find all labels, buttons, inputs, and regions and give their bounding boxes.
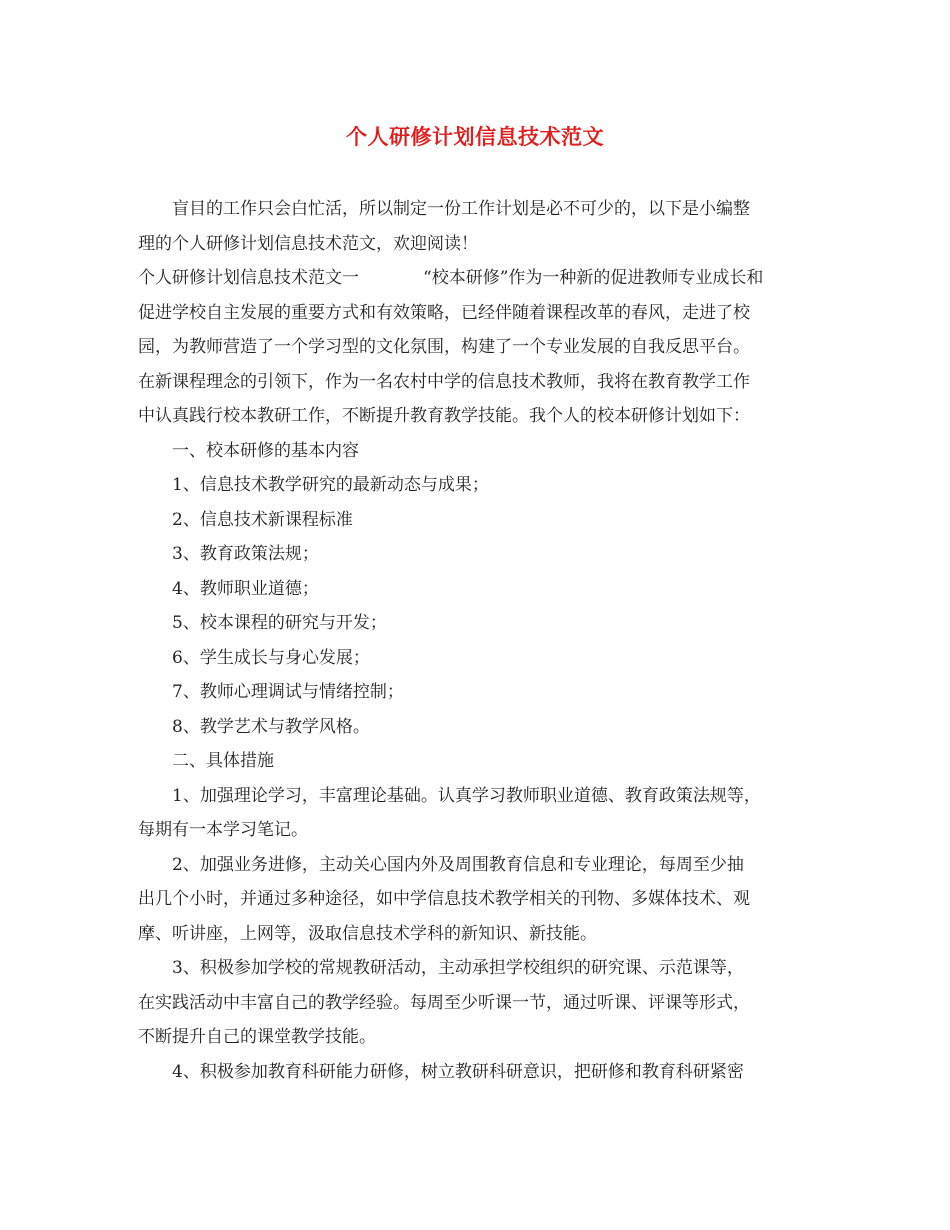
document-body — [138, 192, 828, 1089]
list-item: 4、教师职业道德； — [172, 578, 319, 599]
list-item: 7、教师心理调试与情绪控制； — [172, 682, 404, 702]
section-heading: 二、具体措施 — [172, 751, 274, 771]
paragraph-line: 3、积极参加学校的常规教研活动，主动承担学校组织的研究课、示范课等， — [172, 958, 744, 978]
paragraph-line: 在实践活动中丰富自己的教学经验。每周至少听课一节，通过听课、评课等形式， — [138, 992, 750, 1013]
list-item: 6、学生成长与身心发展； — [172, 647, 370, 668]
paragraph-line: 在新课程理念的引领下，作为一名农村中学的信息技术教师，我将在教育教学工作 — [138, 371, 750, 392]
paragraph-line: 园，为教师营造了一个学习型的文化氛围，构建了一个专业发展的自我反思平台。 — [138, 337, 750, 357]
list-item: 3、教育政策法规； — [172, 544, 319, 564]
paragraph-line: 1、加强理论学习，丰富理论基础。认真学习教师职业道德、教育政策法规等， — [172, 785, 761, 806]
section-heading: 一、校本研修的基本内容 — [172, 440, 359, 461]
list-item: 8、教学艺术与教学风格。 — [172, 716, 370, 737]
paragraph-line: 不断提升自己的课堂教学技能。 — [138, 1027, 376, 1047]
document-title: 个人研修计划信息技术范文 — [346, 124, 604, 149]
paragraph-line: 出几个小时，并通过多种途径，如中学信息技术教学相关的刊物、多媒体技术、观 — [138, 889, 750, 909]
paragraph-line: 摩、听讲座，上网等，汲取信息技术学科的新知识、新技能。 — [138, 923, 597, 944]
list-item: 5、校本课程的研究与开发； — [172, 613, 387, 633]
paragraph-line: 中认真践行校本教研工作，不断提升教育教学技能。我个人的校本研修计划如下： — [138, 406, 750, 426]
list-item: 1、信息技术教学研究的最新动态与成果； — [172, 475, 489, 495]
paragraph-line: 2、加强业务进修，主动关心国内外及周围教育信息和专业理论，每周至少抽 — [172, 854, 744, 875]
list-item: 2、信息技术新课程标准 — [172, 509, 353, 530]
paragraph-line: 理的个人研修计划信息技术范文，欢迎阅读！ — [138, 233, 478, 254]
paragraph-line: 4、积极参加教育科研能力研修，树立教研科研意识，把研修和教育科研紧密 — [172, 1061, 744, 1082]
paragraph-line: 促进学校自主发展的重要方式和有效策略，已经伴随着课程改革的春风，走进了校 — [138, 302, 750, 323]
paragraph-line: 盲目的工作只会白忙活，所以制定一份工作计划是必不可少的，以下是小编整 — [172, 199, 750, 219]
paragraph-text: “校本研修”作为一种新的促进教师专业成长和 — [423, 268, 764, 288]
paragraph-line — [138, 261, 828, 296]
paragraph-line: 每期有一本学习笔记。 — [138, 820, 308, 840]
section-heading: 个人研修计划信息技术范文一 — [138, 268, 359, 288]
